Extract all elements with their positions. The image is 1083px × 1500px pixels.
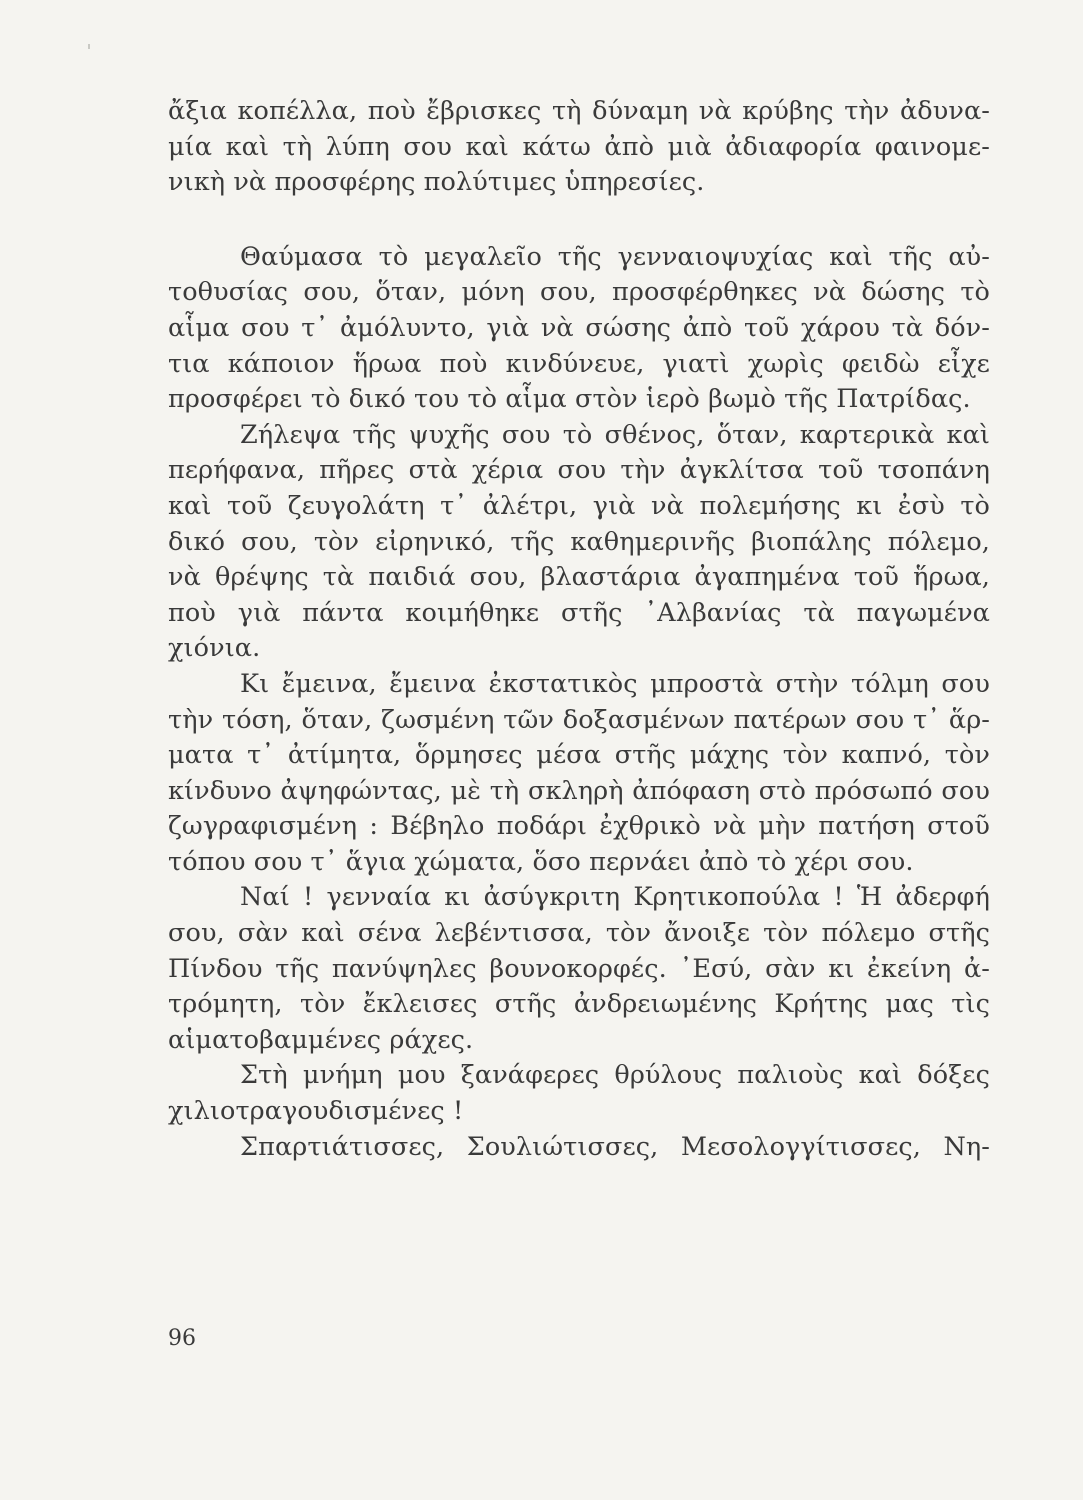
text-line: αἷμα σου τ᾽ ἀμόλυντο, γιὰ νὰ σώσης ἀπὸ τοῦ χάρου τὰ δόν- bbox=[168, 312, 990, 343]
body-text bbox=[168, 94, 990, 1165]
text-line: ματα τ᾽ ἀτίμητα, ὅρμησες μέσα στῆς μάχης τὸν καπνό, τὸν bbox=[168, 740, 990, 771]
text-line: Στὴ μνήμη μου ξανάφερες θρύλους παλιοὺς καὶ δόξες bbox=[240, 1060, 990, 1091]
text-line: κίνδυνο ἀψηφώντας, μὲ τὴ σκληρὴ ἀπόφαση στὸ πρόσωπό σου bbox=[168, 775, 990, 806]
page-number: 96 bbox=[168, 1326, 196, 1351]
text-line: τὴν τόση, ὅταν, ζωσμένη τῶν δοξασμένων πατέρων σου τ᾽ ἅρ- bbox=[168, 704, 990, 735]
text-line: νὰ θρέψης τὰ παιδιά σου, βλαστάρια ἀγαπημένα τοῦ ἥρωα, bbox=[168, 562, 990, 593]
text-line: τόπου σου τ᾽ ἅγια χώματα, ὅσο περνάει ἀπὸ τὸ χέρι σου. bbox=[168, 846, 914, 877]
text-line: τοθυσίας σου, ὅταν, μόνη σου, προσφέρθηκες νὰ δώσης τὸ bbox=[168, 277, 990, 308]
text-line: χιλιοτραγουδισμένες ! bbox=[168, 1096, 464, 1127]
paragraph-3 bbox=[168, 418, 990, 667]
text-line: Κι ἔμεινα, ἔμεινα ἐκστατικὸς μπροστὰ στὴν τόλμη σου bbox=[240, 668, 990, 699]
text-line: Σπαρτιάτισσες, Σουλιώτισσες, Μεσολογγίτισσες, Νη- bbox=[240, 1131, 990, 1162]
text-line: τρόμητη, τὸν ἔκλεισες στῆς ἀνδρειωμένης Κρήτης μας τὶς bbox=[168, 989, 990, 1020]
text-line: σου, σὰν καὶ σένα λεβέντισσα, τὸν ἄνοιξε τὸν πόλεμο στῆς bbox=[168, 918, 990, 949]
text-line: ποὺ γιὰ πάντα κοιμήθηκε στῆς ᾿Αλβανίας τὰ παγωμένα bbox=[168, 597, 990, 628]
text-line: τια κάποιον ἥρωα ποὺ κινδύνευε, γιατὶ χωρὶς φειδὼ εἶχε bbox=[168, 348, 990, 379]
text-line: μία καὶ τὴ λύπη σου καὶ κάτω ἀπὸ μιὰ ἀδιαφορία φαινομε- bbox=[168, 131, 990, 162]
text-line: περήφανα, πῆρες στὰ χέρια σου τὴν ἀγκλίτσα τοῦ τσοπάνη bbox=[168, 455, 990, 486]
paper-speck bbox=[88, 44, 90, 49]
paragraph-1 bbox=[168, 94, 990, 201]
text-line: χιόνια. bbox=[168, 633, 261, 664]
text-line: αἱματοβαμμένες ράχες. bbox=[168, 1024, 474, 1055]
paragraph-4 bbox=[168, 667, 990, 881]
paragraph-7 bbox=[168, 1130, 990, 1166]
text-line: προσφέρει τὸ δικό του τὸ αἷμα στὸν ἱερὸ βωμὸ τῆς Πατρίδας. bbox=[168, 384, 971, 415]
paragraph-6 bbox=[168, 1058, 990, 1129]
text-line: δικό σου, τὸν εἰρηνικό, τῆς καθημερινῆς βιοπάλης πόλεμο, bbox=[168, 526, 990, 557]
text-line: ἄξια κοπέλλα, ποὺ ἔβρισκες τὴ δύναμη νὰ κρύβης τὴν ἀδυνα- bbox=[168, 96, 990, 126]
paragraph-2 bbox=[168, 240, 990, 418]
text-line: Ζήλεψα τῆς ψυχῆς σου τὸ σθένος, ὅταν, καρτερικὰ καὶ bbox=[240, 419, 990, 450]
text-line: Ναί ! γενναία κι ἀσύγκριτη Κρητικοπούλα ! Ἡ ἀδερφή bbox=[240, 882, 990, 913]
text-line: Πίνδου τῆς πανύψηλες βουνοκορφές. ᾿Εσύ, σὰν κι ἐκείνη ἀ- bbox=[168, 953, 990, 984]
text-line: νικὴ νὰ προσφέρης πολύτιμες ὑπηρεσίες. bbox=[168, 167, 705, 198]
text-line: καὶ τοῦ ζευγολάτη τ᾽ ἀλέτρι, γιὰ νὰ πολεμήσης κι ἐσὺ τὸ bbox=[168, 490, 990, 521]
paragraph-gap bbox=[168, 201, 990, 240]
paragraph-5 bbox=[168, 880, 990, 1058]
text-line: ζωγραφισμένη : Βέβηλο ποδάρι ἐχθρικὸ νὰ μὴν πατήση στοῦ bbox=[168, 811, 990, 842]
text-line: Θαύμασα τὸ μεγαλεῖο τῆς γενναιοψυχίας καὶ τῆς αὐ- bbox=[240, 241, 990, 272]
